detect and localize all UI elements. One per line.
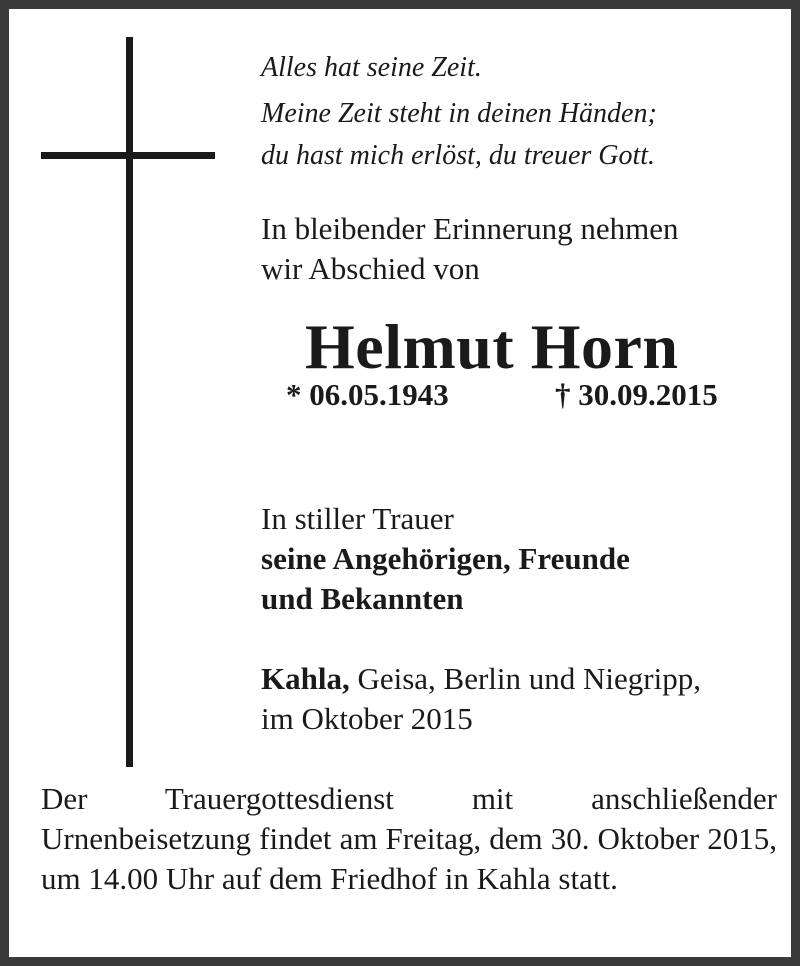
mourners-block [261,499,630,619]
cross-icon-vertical-beam [126,37,133,767]
intro-line-2: wir Abschied von [261,251,480,286]
verse-line-1: Alles hat seine Zeit. [261,52,482,83]
main-city: Kahla, [261,661,350,696]
place-row [261,659,701,699]
other-cities: Geisa, Berlin und Niegripp, [357,661,701,696]
verse-line-3: du hast mich erlöst, du treuer Gott. [261,140,656,171]
birth-date: * 06.05.1943 [286,377,449,412]
service-announcement: Der Trauergottesdienst mit anschließender Urnenbeisetzung findet am Freitag, dem 30. Oktober 2015, um 14.00 Uhr auf dem Friedhof in Kahla statt. [41,781,777,896]
cross-icon-horizontal-beam [41,152,215,159]
place-and-date [261,659,701,739]
death-date: † 30.09.2015 [555,377,718,412]
mourners-line-2: seine Angehörigen, Freunde [261,541,630,576]
intro-text [261,209,679,289]
mourners-line-1: In stiller Trauer [261,501,454,536]
mourners-line-3: und Bekannten [261,581,464,616]
bible-verse [261,47,657,177]
date-line: im Oktober 2015 [261,701,473,736]
verse-line-2: Meine Zeit steht in deinen Händen; [261,98,657,129]
deceased-name: Helmut Horn [305,311,679,382]
intro-line-1: In bleibender Erinnerung nehmen [261,211,679,246]
